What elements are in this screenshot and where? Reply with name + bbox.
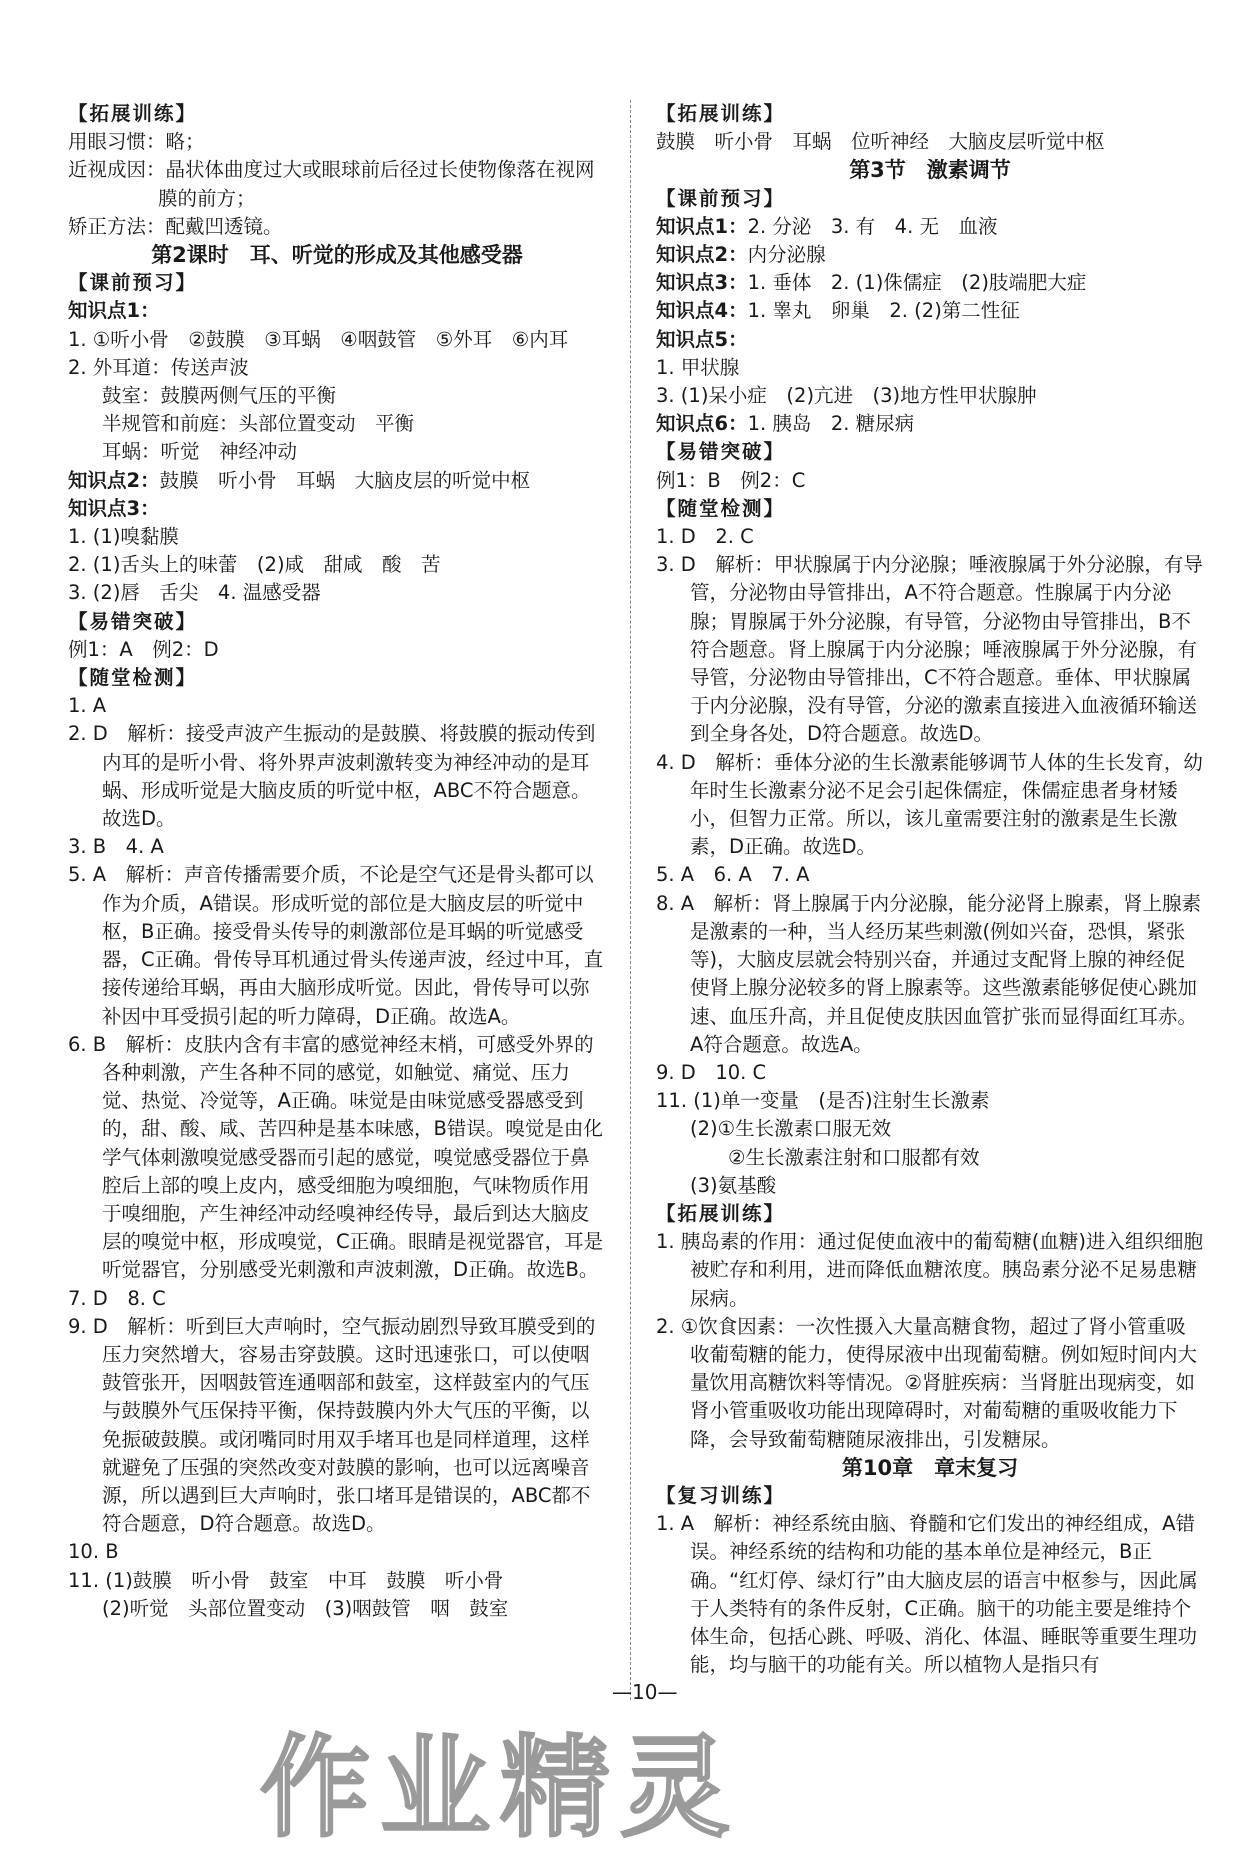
- knowledge-point-label: 知识点2：: [68, 468, 160, 492]
- answer-subline: (2)听觉 头部位置变动 (3)咽鼓管 咽 鼓室: [102, 1596, 509, 1620]
- text-line: 鼓室：鼓膜两侧气压的平衡: [102, 384, 337, 408]
- answer-item: 6. B 解析：皮肤内含有丰富的感觉神经末梢，可感受外界的各种刺激，产生各种不同的感觉，如触觉、痛觉、压力觉、热觉、冷觉等，A正确。味觉是由味觉感受器感受到的，甜、酸、咸、苦四种是基本味感，B错误。嗅觉是由化学气体刺激嗅觉感受器而引起的感觉，嗅觉感受器位于鼻腔后上部的嗅上皮内，感受细胞为嗅细胞，气味物质作用于嗅细胞，产生神经冲动经嗅神经传导，最后到达大脑皮层的嗅觉中枢，形成嗅觉，C正确。眼睛是视觉器官，耳是听觉器官，分别感受光刺激和声波刺激，D正确。故选B。: [68, 1032, 604, 1282]
- knowledge-point-label: 知识点2：: [656, 243, 748, 267]
- knowledge-point-label: 知识点4：: [656, 299, 748, 323]
- left-column: [68, 100, 606, 1623]
- answer-item: 2. D 解析：接受声波产生振动的是鼓膜、将鼓膜的振动传到内耳的是听小骨、将外界声波刺激转变为神经冲动的是耳蜗、形成听觉是大脑皮质的听觉中枢，ABC不符合题意。故选D。: [68, 722, 596, 831]
- answer-item: 1. A: [68, 694, 107, 718]
- knowledge-point-label: 知识点6：: [656, 412, 748, 436]
- section-header: 【课前预习】: [68, 271, 198, 295]
- answer-item: 8. A 解析：肾上腺属于内分泌腺，能分泌肾上腺素，肾上腺素是激素的一种，当人经历某些刺激(例如兴奋，恐惧，紧张等)，大脑皮层就会特别兴奋，并通过支配肾上腺的神经促使肾上腺分泌较多的肾上腺素等。这些激素能够促使心跳加速、血压升高，并且促使皮肤因血管扩张而显得面红耳赤。A符合题意。故选A。: [656, 891, 1202, 1056]
- column-divider: [630, 100, 631, 1700]
- answer-item: 4. D 解析：垂体分泌的生长激素能够调节人体的生长发育，幼年时生长激素分泌不足会引起侏儒症，侏儒症患者身材矮小，但智力正常。所以，该儿童需要注射的激素是生长激素，D正确。故选D。: [656, 750, 1203, 859]
- page-number: —10—: [612, 1680, 678, 1704]
- answer-item: 9. D 10. C: [656, 1060, 767, 1084]
- answer-subline: ②生长激素注射和口服都有效: [728, 1145, 980, 1169]
- chapter-title: 第10章 章末复习: [841, 1455, 1019, 1480]
- answer-item: 9. D 解析：听到巨大声响时，空气振动剧烈导致耳膜受到的压力突然增大，容易击穿鼓膜。这时迅速张口，可以使咽鼓管张开，因咽鼓管连通咽部和鼓室，这样鼓室内的气压与鼓膜外气压保持平衡，保持鼓膜内外大气压的平衡，以免振破鼓膜。或闭嘴同时用双手堵耳也是同样道理，这样就避免了压强的突然改变对鼓膜的影响，也可以远离噪音源，所以遇到巨大声响时，张口堵耳是错误的，ABC都不符合题意，D符合题意。故选D。: [68, 1314, 596, 1536]
- knowledge-point-label: 知识点1：: [68, 299, 160, 323]
- knowledge-point-label: 知识点3：: [656, 271, 748, 295]
- section-title: 第3节 激素调节: [849, 158, 1011, 183]
- answer-subline: (2)①生长激素口服无效: [690, 1117, 892, 1141]
- text-line: 1. 甲状腺: [656, 355, 740, 379]
- text-line: 1. 胰岛 2. 糖尿病: [747, 412, 915, 436]
- answer-item: 5. A 解析：声音传播需要介质，不论是空气还是骨头都可以作为介质，A错误。形成听觉的部位是大脑皮层的听觉中枢，B正确。接受骨头传导的刺激部位是耳蜗的听觉感受器，C正确。骨传导耳机通过骨头传递声波，经过中耳，直接传递给耳蜗，再由大脑形成听觉。因此，骨传导可以弥补因中耳受损引起的听力障碍，D正确。故选A。: [68, 863, 604, 1028]
- answer-item: 3. B 4. A: [68, 835, 164, 859]
- lesson-title: 第2课时 耳、听觉的形成及其他感受器: [151, 243, 523, 268]
- answer-item: 5. A 6. A 7. A: [656, 863, 810, 887]
- answer-item: 3. D 解析：甲状腺属于内分泌腺；唾液腺属于外分泌腺，有导管，分泌物由导管排出，A不符合题意。性腺属于内分泌腺；胃腺属于外分泌腺，有导管，分泌物由导管排出，B不符合题意。肾上腺属于内分泌腺；唾液腺属于外分泌腺，有导管，分泌物由导管排出，C不符合题意。垂体、甲状腺属于内分泌腺，没有导管，分泌的激素直接进入血液循环输送到全身各处，D符合题意。故选D。: [656, 553, 1203, 746]
- section-header: 【复习训练】: [656, 1483, 786, 1507]
- section-header: 【随堂检测】: [656, 496, 786, 520]
- answer-item: 1. A 解析：神经系统由脑、脊髓和它们发出的神经组成，A错误。神经系统的结构和功能的基本单位是神经元，B正确。“红灯停、绿灯行”由大脑皮层的语言中枢参与，因此属于人类特有的条件反射，C正确。脑干的功能主要是维持个体生命，包括心跳、呼吸、消化、体温、睡眠等重要生理功能，均与脑干的功能有关。所以植物人是指只有: [656, 1512, 1198, 1677]
- text-line: 3. (2)唇 舌尖 4. 温感受器: [68, 581, 321, 605]
- section-header: 【易错突破】: [656, 440, 786, 464]
- knowledge-point-label: 知识点5：: [656, 327, 748, 351]
- text-line: 2. 外耳道：传送声波: [68, 355, 249, 379]
- text-line: 例1：B 例2：C: [656, 468, 806, 492]
- text-line: 1. 睾丸 卵巢 2. (2)第二性征: [747, 299, 1020, 323]
- answer-item: 1. 胰岛素的作用：通过促使血液中的葡萄糖(血糖)进入组织细胞被贮存和利用，进而降低血糖浓度。胰岛素分泌不足易患糖尿病。: [656, 1230, 1204, 1310]
- section-header: 【拓展训练】: [68, 102, 198, 125]
- knowledge-point-label: 知识点3：: [68, 496, 160, 520]
- right-column: [656, 100, 1204, 1679]
- text-line: 鼓膜 听小骨 耳蜗 大脑皮层的听觉中枢: [159, 468, 531, 492]
- knowledge-point-label: 知识点1：: [656, 214, 748, 238]
- text-line: 2. 分泌 3. 有 4. 无 血液: [747, 214, 998, 238]
- text-line: 半规管和前庭：头部位置变动 平衡: [102, 412, 415, 436]
- answer-item: 11. (1)鼓膜 听小骨 鼓室 中耳 鼓膜 听小骨: [68, 1568, 504, 1592]
- section-header: 【课前预习】: [656, 186, 786, 210]
- answer-item: 7. D 8. C: [68, 1286, 166, 1310]
- text-line: 1. ①听小骨 ②鼓膜 ③耳蜗 ④咽鼓管 ⑤外耳 ⑥内耳: [68, 327, 569, 351]
- answer-subline: (3)氨基酸: [690, 1173, 777, 1197]
- text-line: 近视成因：晶状体曲度过大或眼球前后径过长使物像落在视网膜的前方；: [68, 158, 595, 210]
- answer-item: 11. (1)单一变量 (是否)注射生长激素: [656, 1089, 990, 1113]
- answer-item: 10. B: [68, 1540, 119, 1564]
- text-line: 1. (1)嗅黏膜: [68, 525, 179, 549]
- text-line: 内分泌腺: [747, 243, 826, 267]
- section-header: 【易错突破】: [68, 609, 198, 633]
- text-line: 矫正方法：配戴凹透镜。: [68, 214, 283, 238]
- answer-item: 1. D 2. C: [656, 525, 754, 549]
- text-line: 例1：A 例2：D: [68, 637, 219, 661]
- watermark: 作业精灵: [260, 1724, 740, 1852]
- text-line: 耳蜗：听觉 神经冲动: [102, 440, 298, 464]
- section-header: 【随堂检测】: [68, 666, 198, 690]
- text-line: 鼓膜 听小骨 耳蜗 位听神经 大脑皮层听觉中枢: [656, 130, 1105, 154]
- section-header: 【拓展训练】: [656, 1201, 786, 1225]
- section-header: 【拓展训练】: [656, 102, 786, 125]
- text-line: 1. 垂体 2. (1)侏儒症 (2)肢端肥大症: [747, 271, 1087, 295]
- text-line: 3. (1)呆小症 (2)亢进 (3)地方性甲状腺肿: [656, 384, 1037, 408]
- text-line: 2. (1)舌头上的味蕾 (2)咸 甜咸 酸 苦: [68, 553, 441, 577]
- answer-item: 2. ①饮食因素：一次性摄入大量高糖食物，超过了肾小管重吸收葡萄糖的能力，使得尿液中出现葡萄糖。例如短时间内大量饮用高糖饮料等情况。②肾脏疾病：当肾脏出现病变，如肾小管重吸收功能出现障碍时，对葡萄糖的重吸收能力下降，会导致葡萄糖随尿液排出，引发糖尿。: [656, 1314, 1198, 1451]
- text-line: 用眼习惯：略；: [68, 130, 205, 154]
